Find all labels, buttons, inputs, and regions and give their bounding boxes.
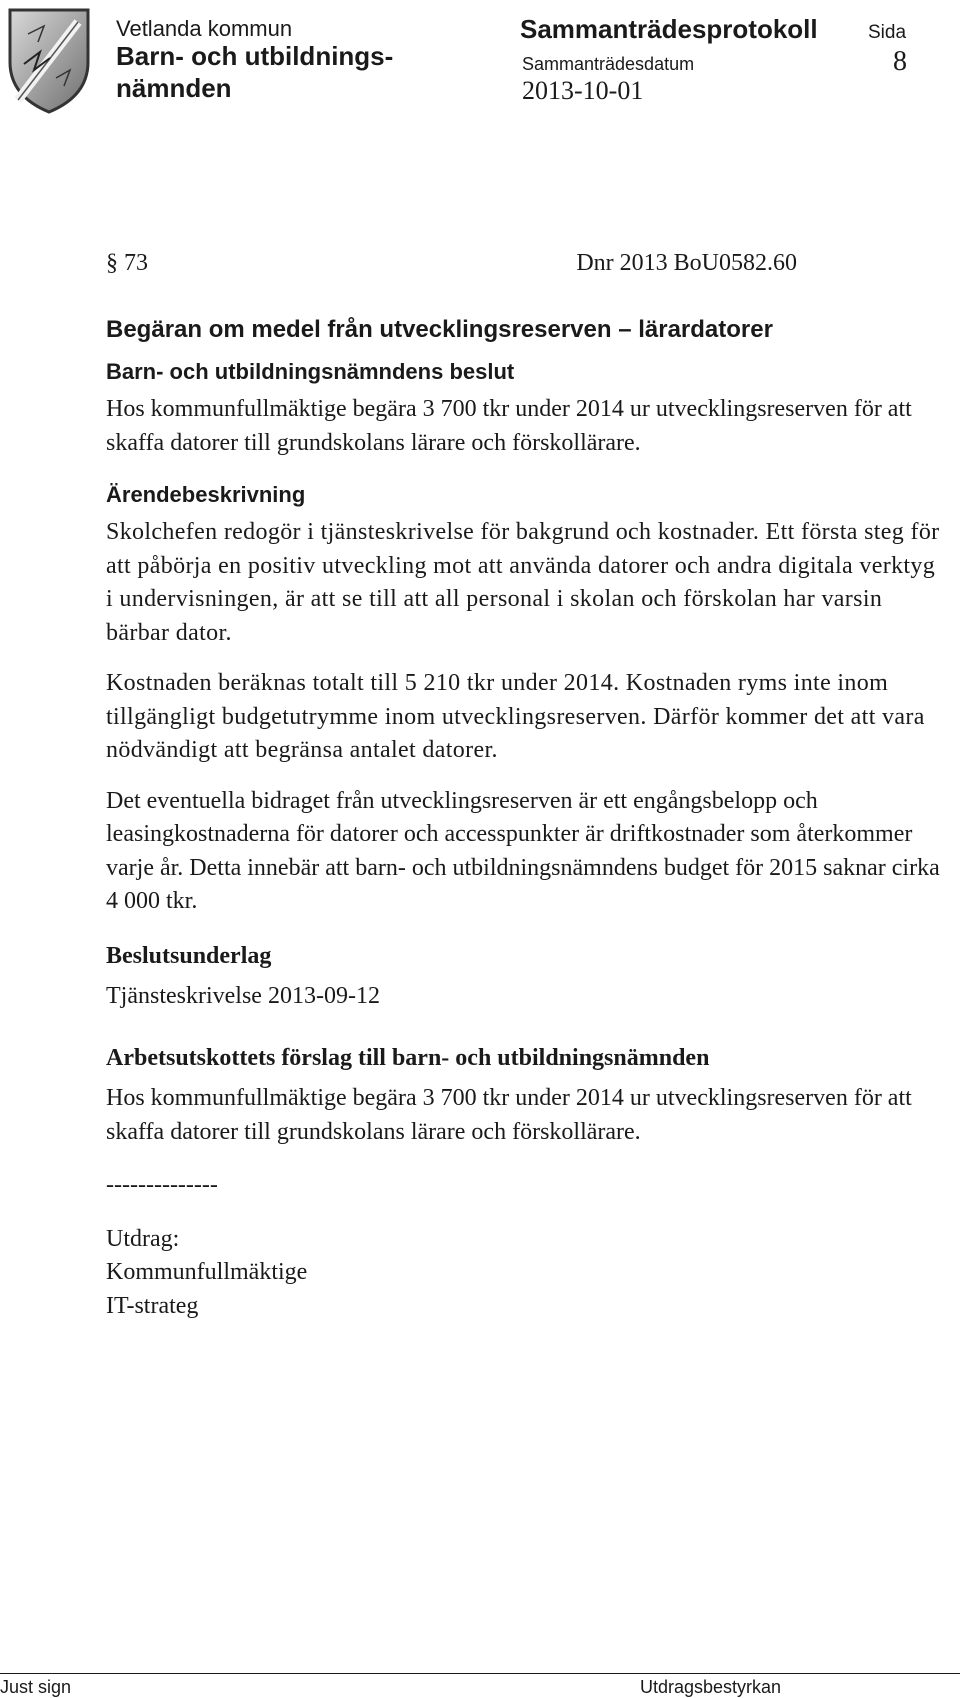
extract-recipient: IT-strateg: [106, 1292, 199, 1319]
description-paragraph-1: Skolchefen redogör i tjänsteskrivelse för bakgrund och kostnader. Ett första steg för att påbörja en positiv utveckling mot att använda datorer och andra digitala verktyg i undervisningen, är att se till att all personal i skolan och förskolan har varsin bärbar dator.: [106, 519, 940, 646]
extract-recipient: Kommunfullmäktige: [106, 1259, 308, 1285]
decision-text: Hos kommunfullmäktige begära 3 700 tkr under 2014 ur utvecklingsreserven för att skaffa datorer till grundskolans lärare och förskollärare.: [106, 396, 912, 456]
shield-icon: [4, 4, 94, 116]
extract-label: Utdrag:: [106, 1225, 180, 1252]
board-name: Barn- och utbildnings- nämnden: [116, 41, 394, 103]
case-number: Dnr 2013 BoU0582.60: [576, 250, 797, 276]
document-type-title: Sammanträdesprotokoll: [520, 14, 818, 44]
basis-text: Tjänsteskrivelse 2013-09-12: [106, 982, 380, 1009]
footer-divider: [0, 1673, 960, 1674]
paragraph-number: § 73: [106, 250, 148, 276]
meeting-date: 2013-10-01: [522, 76, 644, 105]
description-heading: Ärendebeskrivning: [106, 482, 306, 507]
municipality-name: Vetlanda kommun: [116, 16, 293, 41]
description-paragraph-2: Kostnaden beräknas totalt till 5 210 tkr under 2014. Kostnaden ryms inte inom tillgängligt budgetutrymme inom utvecklingsreserven. Därför kommer det att vara nödvändigt att begränsa antalet datorer.: [106, 670, 925, 763]
meeting-date-label: Sammanträdesdatum: [522, 54, 695, 74]
footer-certification-label: Utdragsbestyrkan: [640, 1677, 782, 1697]
page-number: 8: [893, 46, 907, 77]
page-label: Sida: [868, 22, 907, 43]
decision-heading: Barn- och utbildningsnämndens beslut: [106, 359, 515, 384]
municipality-coat-of-arms: [4, 4, 94, 116]
description-paragraph-3: Det eventuella bidraget från utvecklingsreserven är ett engångsbelopp och leasingkostnaderna för datorer och accesspunkter är driftkostnader som återkommer varje år. Detta innebär att barn- och utbildningsnämndens budget för 2015 saknar cirka 4 000 tkr.: [106, 787, 940, 914]
paragraph-reference-row: [106, 250, 797, 277]
protocol-body: [106, 250, 946, 1323]
footer-signature-label: Just sign: [0, 1677, 72, 1697]
basis-heading: Beslutsunderlag: [106, 942, 272, 969]
separator-line: --------------: [106, 1172, 218, 1198]
case-title: Begäran om medel från utvecklingsreserven – lärardatorer: [106, 316, 773, 343]
proposal-text: Hos kommunfullmäktige begära 3 700 tkr under 2014 ur utvecklingsreserven för att skaffa datorer till grundskolans lärare och förskollärare.: [106, 1085, 912, 1145]
proposal-heading: Arbetsutskottets förslag till barn- och utbildningsnämnden: [106, 1045, 710, 1071]
